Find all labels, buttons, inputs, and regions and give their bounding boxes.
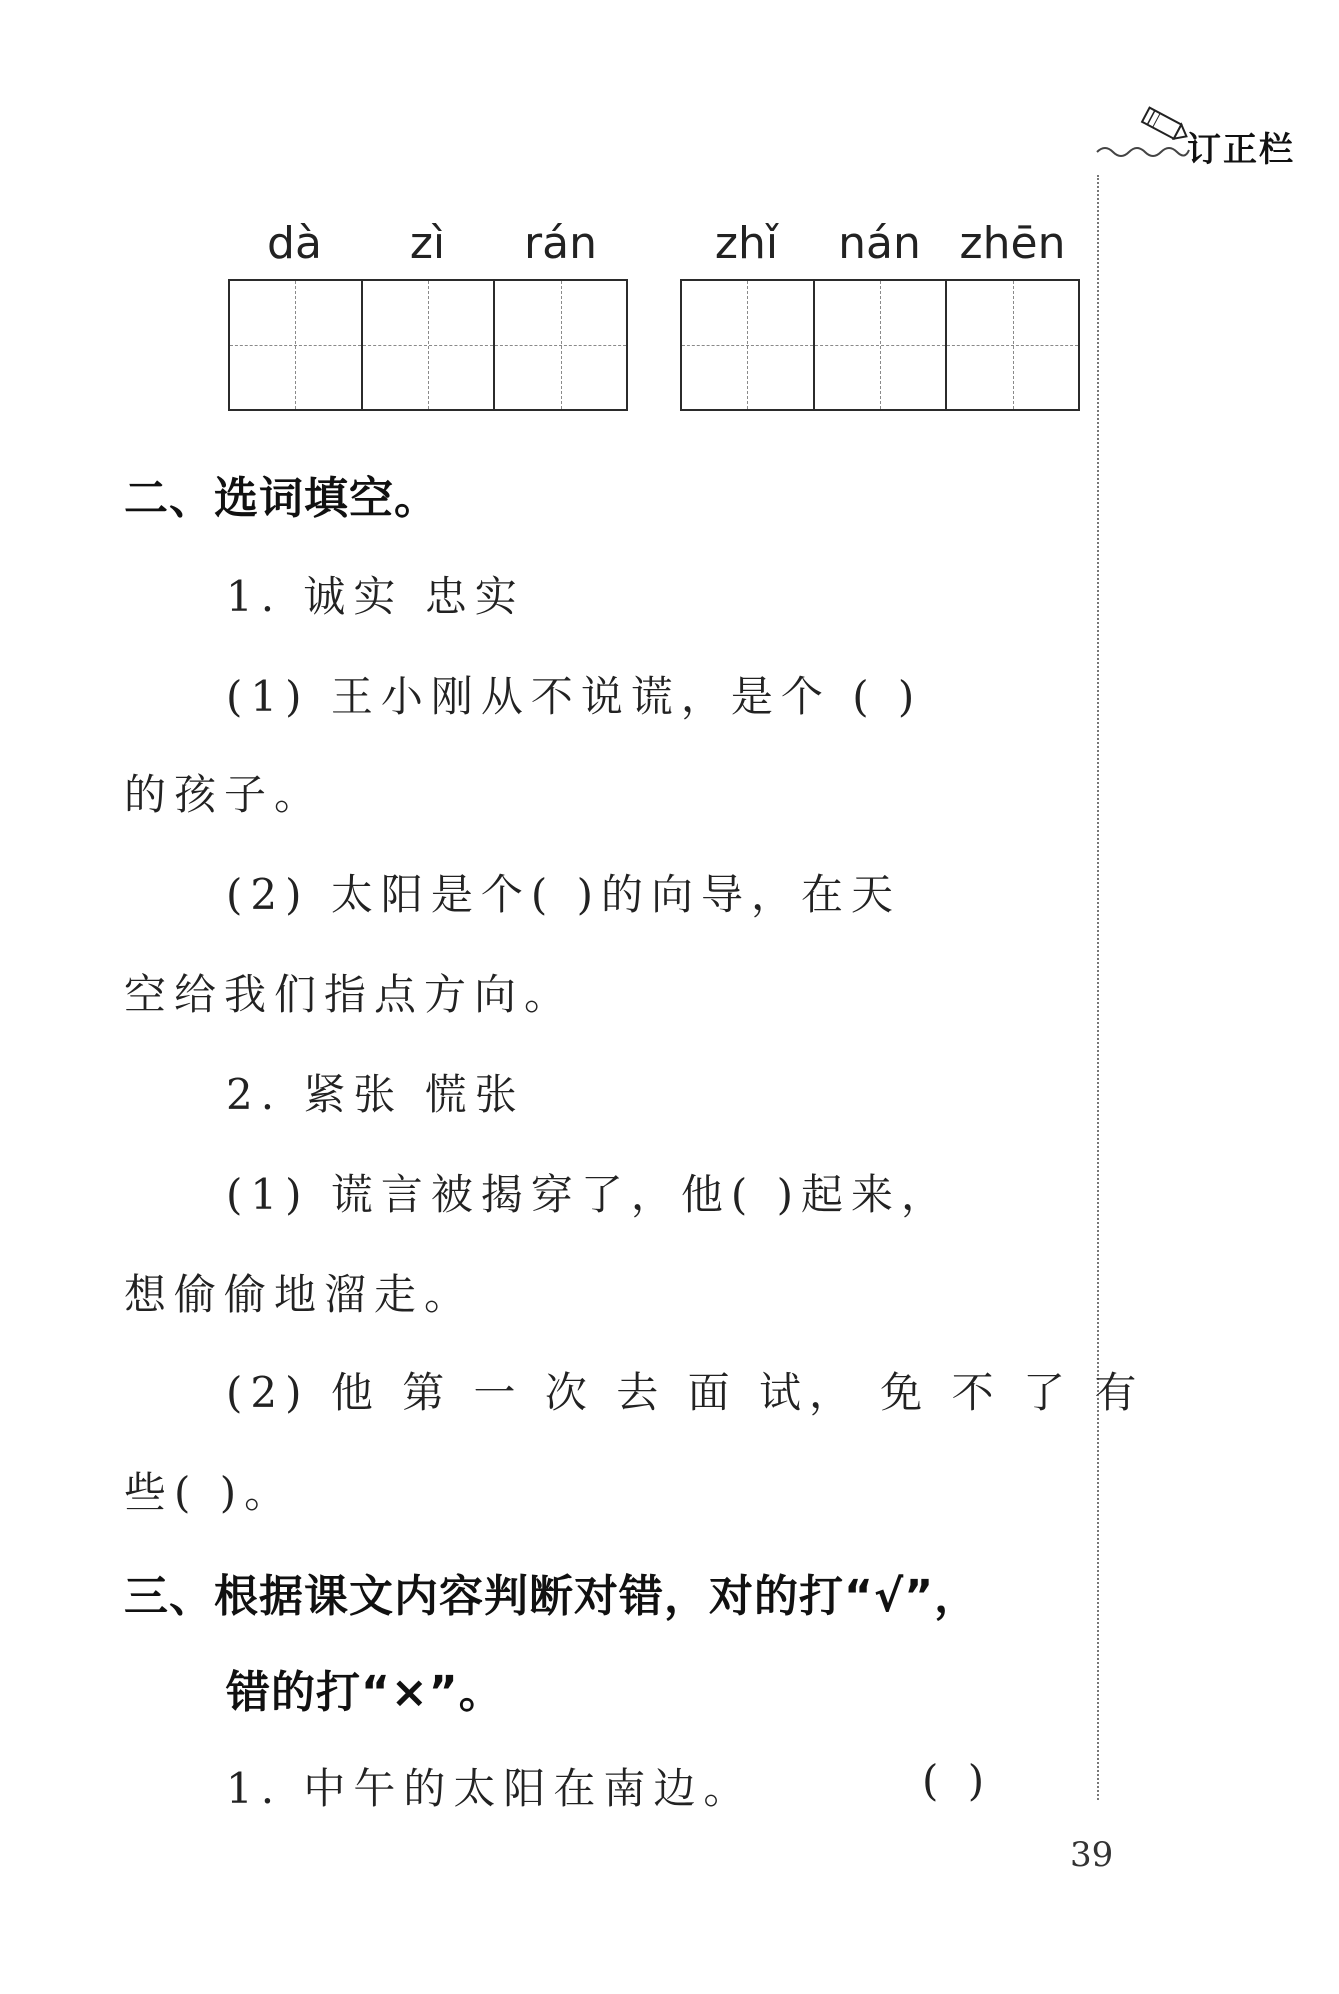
q1-sentence-2-cont: 空给我们指点方向。: [124, 970, 575, 1019]
pinyin-syllable: nán: [838, 218, 921, 269]
section-3-heading: 三、根据课文内容判断对错，对的打“√”，: [124, 1571, 980, 1622]
writing-cell[interactable]: [495, 281, 626, 409]
wave-decoration: [1095, 140, 1190, 160]
writing-grid-1: [228, 279, 628, 411]
section-2-heading: 二、选词填空。: [124, 473, 439, 524]
pinyin-syllable: rán: [524, 218, 597, 269]
page-number: 39: [1070, 1835, 1114, 1875]
correction-column-label: 订正栏: [1187, 130, 1295, 170]
writing-cell[interactable]: [815, 281, 948, 409]
pinyin-syllable: zì: [409, 218, 446, 269]
correction-column-divider: [1097, 175, 1099, 1800]
pinyin-syllable: dà: [267, 218, 322, 269]
q2-sentence-1-cont: 想偷偷地溜走。: [124, 1270, 475, 1319]
q2-word-choices: 2. 紧张 慌张: [226, 1070, 525, 1119]
q2-sentence-2-cont: 些( )。: [124, 1468, 295, 1517]
pinyin-syllable: zhǐ: [714, 218, 779, 269]
judgement-item-1: 1. 中午的太阳在南边。: [226, 1764, 754, 1813]
writing-cell[interactable]: [682, 281, 815, 409]
section-3-heading-cont: 错的打“×”。: [226, 1667, 504, 1718]
pinyin-syllable: zhēn: [959, 218, 1066, 269]
q1-sentence-1-cont: 的孩子。: [124, 770, 325, 819]
writing-cell[interactable]: [363, 281, 496, 409]
q2-sentence-2: (2) 他 第 一 次 去 面 试， 免 不 了 有: [226, 1368, 1145, 1417]
q2-sentence-1: (1) 谎言被揭穿了，他( )起来，: [226, 1170, 951, 1219]
q1-sentence-2: (2) 太阳是个( )的向导，在天: [226, 870, 901, 919]
q1-word-choices: 1. 诚实 忠实: [226, 572, 525, 621]
judgement-answer-blank[interactable]: ( ): [922, 1756, 993, 1805]
correction-column-header: [1095, 100, 1335, 170]
writing-grid-2: [680, 279, 1080, 411]
q1-sentence-1: (1) 王小刚从不说谎，是个 ( ): [226, 672, 923, 721]
writing-cell[interactable]: [947, 281, 1078, 409]
writing-cell[interactable]: [230, 281, 363, 409]
